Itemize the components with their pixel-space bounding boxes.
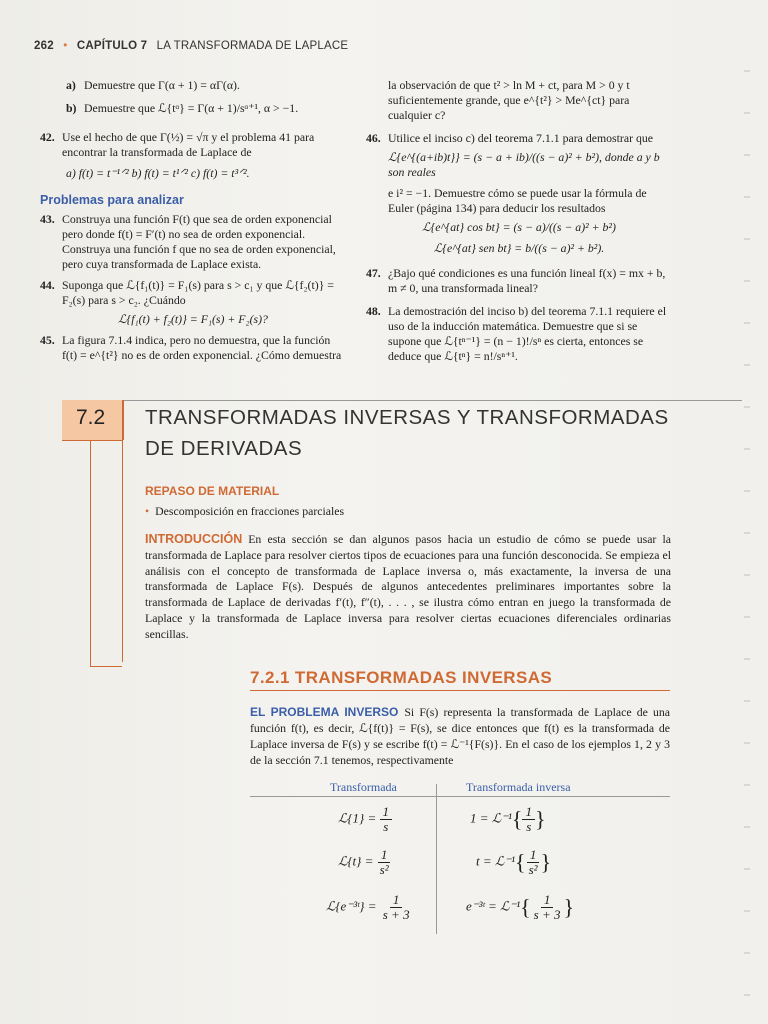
problem-41b: b) Demuestre que ℒ{tᵅ} = Γ(α + 1)/sᵅ⁺¹, α > −1. [66, 101, 299, 115]
table-row: e⁻³ᵗ = ℒ⁻¹{ $\frac{1}{s + 3}$ } [466, 892, 575, 922]
section-title-line1: TRANSFORMADAS INVERSAS Y TRANSFORMADAS [145, 406, 669, 429]
introduction [145, 532, 671, 643]
subsection-title: 7.2.1 TRANSFORMADAS INVERSAS [250, 668, 553, 687]
problem-47: 47. ¿Bajo qué condiciones es una función lineal f(x) = mx + b, m ≠ 0, una transformada lineal? [366, 266, 666, 295]
table-rule [250, 796, 670, 797]
problem-45: 45. La figura 7.1.4 indica, pero no demuestra, que la función f(t) = e^{t²} no es de orden exponencial. ¿Cómo demuestra [40, 333, 342, 362]
table-row: ℒ{1} = $\frac{1}{s}$ [338, 805, 392, 834]
table-header-transform: Transformada [330, 780, 397, 794]
table-header-inverse: Transformada inversa [466, 780, 571, 794]
problem-44-formula: ℒ{f₁(t) + f₂(t)} = F₁(s) + F₂(s)? [118, 312, 268, 326]
page-number: 262 [34, 40, 54, 52]
review-item: • Descomposición en fracciones parciales [145, 504, 345, 518]
problem-44: 44. Suponga que ℒ{f₁(t)} = F₁(s) para s > c₁ y que ℒ{f₂(t)} = F₂(s) para s > c₂. ¿Cuándo [40, 278, 334, 307]
table-row: ℒ{e⁻³ᵗ} = $\frac{1}{s + 3}$ [326, 892, 410, 922]
table-row: t = ℒ⁻¹{ $\frac{1}{\text{s²}}$ } [476, 847, 552, 877]
running-header [34, 40, 348, 52]
table-row: 1 = ℒ⁻¹{ $\frac{1}{s}$ } [470, 804, 546, 834]
table-row: ℒ{t} = $\frac{1}{\text{s²}}$ [338, 847, 389, 877]
chapter-label: CAPÍTULO 7 [76, 40, 148, 52]
problem-42-parts: a) f(t) = t⁻¹ᐟ² b) f(t) = t¹ᐟ² c) f(t) = t³ᐟ². [66, 166, 250, 180]
review-heading: REPASO DE MATERIAL [145, 484, 280, 498]
intro-heading: INTRODUCCIÓN [145, 532, 243, 546]
section-rule-bottom [90, 666, 122, 667]
problem-48: 48. La demostración del inciso b) del teorema 7.1.1 requiere el uso de la inducción matemática. Demuestre que si se supone que ℒ{tⁿ⁻¹} = (n − 1)!/sⁿ es cierta, entonces se deduce que ℒ{tⁿ} = n!/sⁿ⁺¹. [366, 304, 667, 363]
subsection-rule [250, 690, 670, 691]
section-number: 7.2 [76, 406, 106, 429]
intro-text: En esta sección se dan algunos pasos hacia un estudio de cómo se puede usar la transformada de Laplace para resolver ciertos tipos de ecuaciones para una función desconocida. Se empieza el análisis con el concepto de transformada de Laplace inversa o, más exactamente, la inversa de una transformada de Laplace F(s). Después de algunos antecedentes preliminares importantes sobre la transformada de Laplace de derivadas f′(t), f″(t), . . . , se ilustra cómo entran en juego la transformada de Laplace y la transformada de Laplace inversa para resolver ciertas ecuaciones diferenciales ordinarias sencillas. [145, 532, 671, 641]
right-column [366, 78, 672, 364]
problem-46: 46. Utilice el inciso c) del teorema 7.1.1 para demostrar que [366, 131, 653, 145]
section-rule-mid [62, 440, 122, 441]
table-divider [436, 784, 437, 934]
page-edge-texture [744, 30, 750, 1010]
problem-43: 43. Construya una función F(t) que sea de orden exponencial pero donde f(t) = F′(t) no sea de orden exponencial. Construya una función f que no sea de orden exponencial, pero cuya transformada de Laplace exista. [40, 212, 336, 271]
inverse-problem-heading: EL PROBLEMA INVERSO [250, 705, 399, 719]
inverse-problem [250, 704, 670, 768]
section-rule-vertical-outer [90, 440, 91, 666]
section-rule-top [62, 400, 742, 401]
problem-46-formula: ℒ{e^{(a+ib)t}} = (s − a + ib)/((s − a)² + b²), donde a y b son reales [388, 150, 660, 179]
chapter-title: LA TRANSFORMADA DE LAPLACE [156, 40, 349, 52]
left-column [40, 78, 346, 363]
inverse-problem-text: Si F(s) representa la transformada de Laplace de una función f(t), es decir, ℒ{f(t)} = F(s), se dice entonces que f(t) es la transformada de Laplace inversa de F(s) y se escribe f(t) = ℒ⁻¹{F(s)}. En el caso de los ejemplos 1, 2 y 3 de la sección 7.1 tenemos, respectivamente [250, 705, 670, 767]
section-title-line2: DE DERIVADAS [145, 437, 303, 460]
bullet-icon: • [63, 40, 68, 52]
problem-46-text2: e i² = −1. Demuestre cómo se puede usar la fórmula de Euler (página 134) para deducir los resultados [388, 186, 647, 215]
section-rule-vertical [122, 440, 123, 662]
problem-46-formula-cos: ℒ{e^{at} cos bt} = (s − a)/((s − a)² + b²) [422, 220, 616, 234]
problem-46-formula-sin: ℒ{e^{at} sen bt} = b/((s − a)² + b²). [433, 241, 605, 255]
bullet-icon: • [145, 504, 150, 518]
problem-42: 42. Use el hecho de que Γ(½) = √π y el problema 41 para encontrar la transformada de Laplace de [40, 130, 315, 159]
problem-45-continued: la observación de que t² > ln M + ct, para M > 0 y t suficientemente grande, que e^{t²} > Me^{ct} para cualquier c? [388, 78, 630, 122]
problem-41a: a) Demuestre que Γ(α + 1) = αΓ(α). [66, 78, 240, 92]
section-heading-analysis: Problemas para analizar [40, 193, 184, 207]
